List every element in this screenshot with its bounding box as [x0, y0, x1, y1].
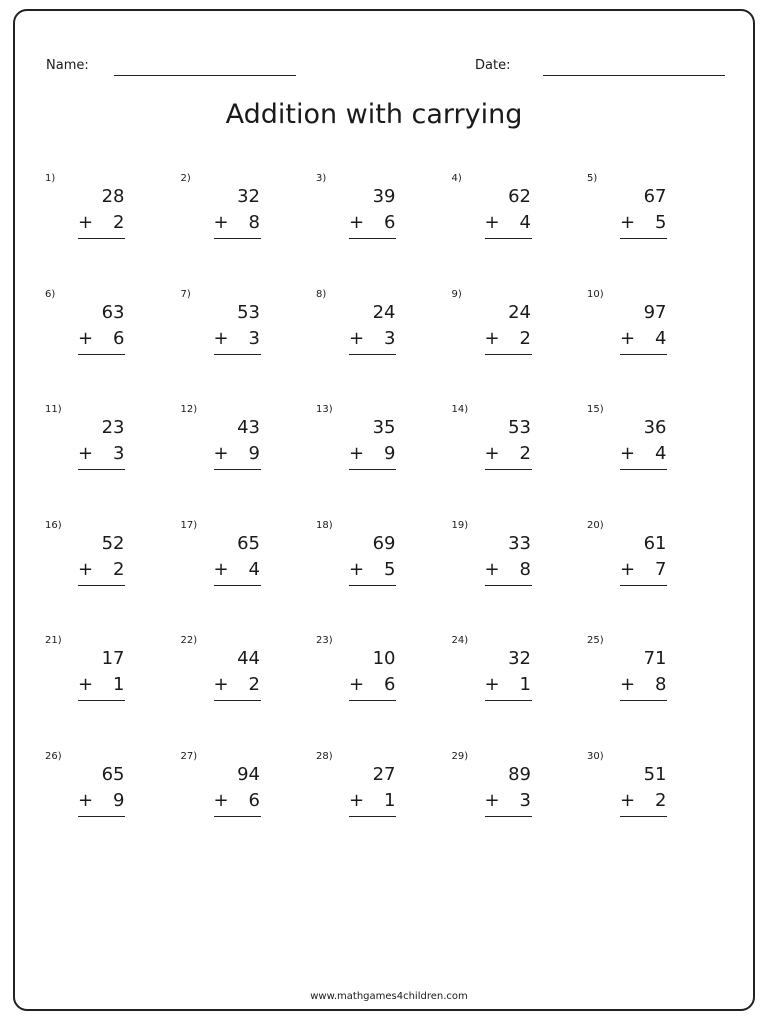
problem-number: 23) [316, 635, 333, 647]
bottom-addend: 1 [384, 789, 396, 811]
problem-number: 1) [45, 173, 56, 184]
plus-sign: + [213, 443, 229, 465]
bottom-addend: 3 [113, 443, 125, 465]
addition-problem [45, 404, 181, 520]
top-addend: 61 [643, 532, 667, 554]
addition-problem [587, 404, 723, 520]
bottom-addend: 6 [384, 212, 396, 233]
plus-sign: + [484, 674, 500, 696]
answer-line[interactable] [349, 238, 396, 239]
addition-problem [181, 173, 317, 289]
problem-number: 27) [180, 750, 198, 762]
addition-problem [316, 520, 452, 636]
top-addend: 23 [101, 417, 125, 439]
bottom-addend: 4 [248, 558, 260, 580]
bottom-addend: 2 [655, 789, 667, 811]
addition-problem [316, 751, 452, 867]
problem-number: 12) [180, 404, 198, 416]
problem-number: 26) [45, 750, 62, 762]
plus-sign: + [349, 327, 365, 349]
bottom-addend: 4 [655, 327, 667, 349]
answer-line[interactable] [620, 700, 667, 701]
plus-sign: + [213, 327, 229, 349]
answer-line[interactable] [349, 469, 396, 470]
top-addend: 24 [372, 301, 396, 323]
plus-sign: + [484, 443, 500, 465]
addition-problem [316, 173, 452, 289]
bottom-addend: 3 [248, 327, 260, 349]
bottom-addend: 8 [248, 212, 260, 233]
top-addend: 69 [372, 532, 396, 554]
plus-sign: + [349, 443, 365, 465]
top-addend: 52 [101, 532, 125, 554]
footer-url: www.mathgames4children.com [310, 991, 468, 1002]
top-addend: 32 [237, 186, 260, 207]
addition-problem [452, 635, 588, 751]
top-addend: 35 [372, 417, 396, 439]
problem-number: 14) [451, 404, 469, 416]
date-field[interactable] [543, 75, 725, 76]
problem-number: 18) [316, 519, 333, 531]
plus-sign: + [620, 327, 636, 349]
bottom-addend: 5 [655, 212, 667, 233]
problem-number: 10) [587, 288, 604, 300]
bottom-addend: 4 [519, 212, 531, 233]
addition-problem [452, 520, 588, 636]
bottom-addend: 9 [248, 443, 260, 465]
top-addend: 71 [643, 648, 667, 670]
plus-sign: + [620, 674, 636, 696]
problem-number: 6) [45, 288, 56, 300]
top-addend: 94 [237, 763, 260, 785]
problem-number: 24) [451, 635, 469, 647]
top-addend: 33 [508, 532, 531, 554]
bottom-addend: 1 [519, 674, 531, 696]
top-addend: 97 [643, 301, 667, 323]
plus-sign: + [78, 327, 94, 349]
answer-line[interactable] [485, 238, 532, 239]
addition-problem [316, 289, 452, 405]
answer-line[interactable] [349, 700, 396, 701]
bottom-addend: 8 [519, 558, 531, 580]
bottom-addend: 6 [248, 789, 260, 811]
plus-sign: + [484, 212, 500, 233]
addition-problem [452, 173, 588, 289]
bottom-addend: 3 [519, 789, 531, 811]
problem-number: 25) [587, 635, 604, 647]
answer-line[interactable] [620, 585, 667, 586]
problem-number: 13) [316, 404, 333, 416]
bottom-addend: 4 [655, 443, 667, 465]
answer-line[interactable] [620, 816, 667, 817]
answer-line[interactable] [485, 354, 532, 355]
bottom-addend: 6 [113, 327, 125, 349]
top-addend: 24 [508, 301, 531, 323]
problem-number: 8) [316, 288, 327, 300]
top-addend: 36 [643, 417, 667, 439]
top-addend: 53 [237, 301, 260, 323]
plus-sign: + [213, 558, 229, 580]
addition-problem [587, 289, 723, 405]
date-label: Date: [475, 58, 511, 73]
problem-number: 20) [587, 519, 604, 531]
bottom-addend: 6 [384, 674, 396, 696]
answer-line[interactable] [214, 354, 261, 355]
problem-grid [45, 173, 725, 867]
answer-line[interactable] [620, 238, 667, 239]
answer-line[interactable] [214, 700, 261, 701]
top-addend: 65 [101, 763, 125, 785]
problem-number: 15) [587, 404, 604, 416]
plus-sign: + [213, 212, 229, 233]
top-addend: 44 [237, 648, 260, 670]
plus-sign: + [349, 789, 365, 811]
top-addend: 51 [643, 763, 667, 785]
plus-sign: + [620, 558, 636, 580]
plus-sign: + [484, 327, 500, 349]
bottom-addend: 1 [113, 674, 125, 696]
top-addend: 10 [372, 648, 396, 670]
plus-sign: + [620, 443, 636, 465]
addition-problem [181, 751, 317, 867]
answer-line[interactable] [78, 469, 125, 470]
problem-number: 3) [316, 173, 327, 184]
name-label: Name: [46, 58, 89, 73]
plus-sign: + [213, 674, 229, 696]
problem-number: 22) [180, 635, 198, 647]
top-addend: 43 [237, 417, 260, 439]
worksheet-title: Addition with carrying [225, 99, 523, 130]
top-addend: 27 [372, 763, 396, 785]
answer-line[interactable] [349, 585, 396, 586]
bottom-addend: 2 [519, 443, 531, 465]
plus-sign: + [78, 443, 94, 465]
plus-sign: + [349, 674, 365, 696]
answer-line[interactable] [78, 585, 125, 586]
problem-number: 17) [180, 519, 198, 531]
answer-line[interactable] [78, 354, 125, 355]
top-addend: 65 [237, 532, 260, 554]
problem-number: 19) [451, 519, 469, 531]
answer-line[interactable] [349, 816, 396, 817]
addition-problem [587, 173, 723, 289]
answer-line[interactable] [214, 585, 261, 586]
answer-line[interactable] [78, 816, 125, 817]
top-addend: 53 [508, 417, 531, 439]
bottom-addend: 2 [113, 212, 125, 233]
plus-sign: + [78, 674, 94, 696]
problem-number: 28) [316, 750, 333, 762]
plus-sign: + [213, 789, 229, 811]
plus-sign: + [78, 558, 94, 580]
answer-line[interactable] [78, 238, 125, 239]
plus-sign: + [620, 789, 636, 811]
problem-number: 5) [587, 173, 598, 184]
plus-sign: + [620, 212, 636, 233]
answer-line[interactable] [620, 354, 667, 355]
top-addend: 89 [508, 763, 531, 785]
addition-problem [181, 520, 317, 636]
addition-problem [452, 751, 588, 867]
answer-line[interactable] [214, 816, 261, 817]
top-addend: 32 [508, 648, 531, 670]
top-addend: 63 [101, 301, 125, 323]
plus-sign: + [484, 789, 500, 811]
addition-problem [45, 289, 181, 405]
addition-problem [452, 289, 588, 405]
addition-problem [45, 520, 181, 636]
addition-problem [181, 635, 317, 751]
addition-problem [316, 635, 452, 751]
addition-problem [452, 404, 588, 520]
problem-number: 29) [451, 750, 469, 762]
addition-problem [587, 635, 723, 751]
answer-line[interactable] [349, 354, 396, 355]
answer-line[interactable] [485, 585, 532, 586]
problem-number: 11) [45, 404, 62, 416]
addition-problem [181, 289, 317, 405]
top-addend: 62 [508, 186, 531, 207]
plus-sign: + [78, 212, 94, 233]
answer-line[interactable] [214, 238, 261, 239]
answer-line[interactable] [620, 469, 667, 470]
bottom-addend: 9 [384, 443, 396, 465]
problem-number: 21) [45, 635, 62, 647]
answer-line[interactable] [214, 469, 261, 470]
bottom-addend: 2 [519, 327, 531, 349]
top-addend: 28 [101, 186, 125, 207]
addition-problem [181, 404, 317, 520]
answer-line[interactable] [485, 469, 532, 470]
bottom-addend: 2 [113, 558, 125, 580]
addition-problem [45, 173, 181, 289]
bottom-addend: 3 [384, 327, 396, 349]
plus-sign: + [484, 558, 500, 580]
bottom-addend: 2 [248, 674, 260, 696]
top-addend: 67 [643, 186, 667, 207]
problem-number: 16) [45, 519, 62, 531]
plus-sign: + [78, 789, 94, 811]
problem-number: 2) [180, 173, 191, 184]
answer-line[interactable] [78, 700, 125, 701]
answer-line[interactable] [485, 700, 532, 701]
top-addend: 39 [372, 186, 396, 207]
plus-sign: + [349, 212, 365, 233]
addition-problem [45, 751, 181, 867]
problem-number: 9) [451, 288, 462, 300]
addition-problem [316, 404, 452, 520]
addition-problem [45, 635, 181, 751]
top-addend: 17 [101, 648, 125, 670]
addition-problem [587, 751, 723, 867]
name-field[interactable] [114, 75, 296, 76]
problem-number: 30) [587, 750, 604, 762]
problem-number: 4) [451, 173, 462, 184]
bottom-addend: 7 [655, 558, 667, 580]
bottom-addend: 5 [384, 558, 396, 580]
answer-line[interactable] [485, 816, 532, 817]
bottom-addend: 9 [113, 789, 125, 811]
bottom-addend: 8 [655, 674, 667, 696]
addition-problem [587, 520, 723, 636]
problem-number: 7) [180, 288, 191, 300]
plus-sign: + [349, 558, 365, 580]
